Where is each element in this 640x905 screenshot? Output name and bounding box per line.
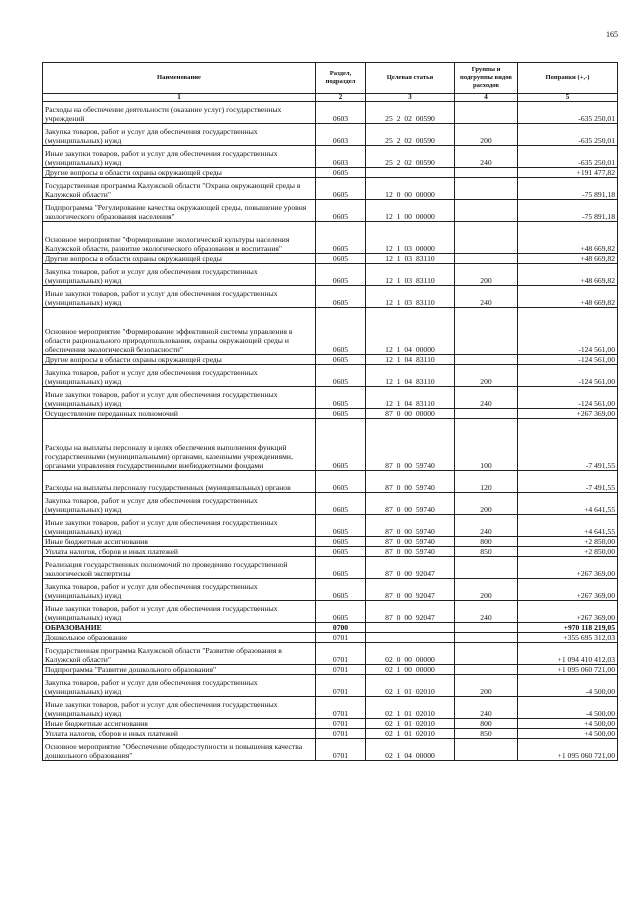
row-group <box>455 665 518 675</box>
row-target: 12 1 04 83110 <box>366 387 455 409</box>
row-amount: -7 491,55 <box>518 419 618 471</box>
row-group: 850 <box>455 729 518 739</box>
row-name: Закупка товаров, работ и услуг для обеспечения государственных (муниципальных) нужд <box>43 493 316 515</box>
row-amount: -124 561,00 <box>518 308 618 355</box>
row-section: 0701 <box>316 633 366 643</box>
row-name: Государственная программа Калужской области "Охрана окружающей среды в Калужской области" <box>43 178 316 200</box>
row-name: Иные бюджетные ассигнования <box>43 719 316 729</box>
row-name: Осуществление переданных полномочий <box>43 409 316 419</box>
row-group <box>455 355 518 365</box>
table-row <box>43 200 618 222</box>
row-group <box>455 254 518 264</box>
row-amount: +4 500,00 <box>518 719 618 729</box>
row-section: 0605 <box>316 355 366 365</box>
row-amount: -124 561,00 <box>518 355 618 365</box>
table-row <box>43 222 618 254</box>
row-group: 200 <box>455 365 518 387</box>
row-target: 87 0 00 59740 <box>366 419 455 471</box>
page-number: 165 <box>606 30 618 39</box>
row-amount: +4 641,55 <box>518 493 618 515</box>
row-amount: +267 369,00 <box>518 409 618 419</box>
col-number: 5 <box>518 94 618 102</box>
row-target: 87 0 00 59740 <box>366 537 455 547</box>
row-section: 0605 <box>316 493 366 515</box>
row-target: 87 0 00 59740 <box>366 515 455 537</box>
row-target: 12 0 00 00000 <box>366 178 455 200</box>
row-name: Другие вопросы в области охраны окружающей среды <box>43 254 316 264</box>
row-name: Реализация государственных полномочий по проведению государственной экологической экспертизы <box>43 557 316 579</box>
row-section: 0605 <box>316 168 366 178</box>
row-section: 0605 <box>316 547 366 557</box>
header-groups: Группы и подгруппы видов расходов <box>455 63 518 94</box>
table-body <box>43 102 618 761</box>
row-name: Основное мероприятие "Формирование экологической культуры населения Калужской области, развитие экологического образования и воспитания" <box>43 222 316 254</box>
table-row <box>43 719 618 729</box>
col-number: 3 <box>366 94 455 102</box>
table-row <box>43 308 618 355</box>
table-row <box>43 168 618 178</box>
table-row <box>43 471 618 493</box>
header-target: Целевая статья <box>366 63 455 94</box>
row-name: Уплата налогов, сборов и иных платежей <box>43 729 316 739</box>
row-name: Иные закупки товаров, работ и услуг для обеспечения государственных (муниципальных) нужд <box>43 387 316 409</box>
row-target: 02 1 04 00000 <box>366 739 455 761</box>
row-target: 12 1 03 00000 <box>366 222 455 254</box>
row-name: Уплата налогов, сборов и иных платежей <box>43 547 316 557</box>
row-amount: +267 369,00 <box>518 601 618 623</box>
table-row <box>43 146 618 168</box>
row-group <box>455 557 518 579</box>
row-section: 0701 <box>316 719 366 729</box>
row-group: 240 <box>455 515 518 537</box>
row-amount: +1 094 410 412,03 <box>518 643 618 665</box>
table-row <box>43 623 618 633</box>
row-target: 25 2 02 00590 <box>366 102 455 124</box>
row-group <box>455 200 518 222</box>
row-group <box>455 168 518 178</box>
row-section: 0605 <box>316 387 366 409</box>
row-target: 87 0 00 00000 <box>366 409 455 419</box>
row-name: Иные закупки товаров, работ и услуг для обеспечения государственных (муниципальных) нужд <box>43 697 316 719</box>
budget-amendments-table <box>42 62 618 761</box>
row-section: 0605 <box>316 537 366 547</box>
row-target <box>366 168 455 178</box>
row-group: 800 <box>455 537 518 547</box>
row-section: 0605 <box>316 601 366 623</box>
row-name: Подпрограмма "Регулирование качества окружающей среды, повышение уровня экологического образования населения" <box>43 200 316 222</box>
row-group: 200 <box>455 264 518 286</box>
row-section: 0700 <box>316 623 366 633</box>
row-target: 02 1 01 02010 <box>366 719 455 729</box>
row-amount: -75 891,18 <box>518 200 618 222</box>
row-amount: +267 369,00 <box>518 557 618 579</box>
row-section: 0605 <box>316 308 366 355</box>
row-name: Государственная программа Калужской области "Развитие образования в Калужской области" <box>43 643 316 665</box>
row-name: Иные закупки товаров, работ и услуг для обеспечения государственных (муниципальных) нужд <box>43 286 316 308</box>
row-group <box>455 633 518 643</box>
row-section: 0701 <box>316 739 366 761</box>
row-amount: -7 491,55 <box>518 471 618 493</box>
row-target: 12 1 03 83110 <box>366 286 455 308</box>
row-name: Закупка товаров, работ и услуг для обеспечения государственных (муниципальных) нужд <box>43 579 316 601</box>
row-amount: +355 695 312,03 <box>518 633 618 643</box>
row-amount: +48 669,82 <box>518 222 618 254</box>
row-section: 0701 <box>316 643 366 665</box>
row-group: 200 <box>455 675 518 697</box>
row-group <box>455 222 518 254</box>
header-section: Раздел, подраздел <box>316 63 366 94</box>
row-group: 240 <box>455 146 518 168</box>
row-target: 02 1 00 00000 <box>366 665 455 675</box>
table-row <box>43 601 618 623</box>
row-amount: -4 500,00 <box>518 675 618 697</box>
table-row <box>43 729 618 739</box>
table-row <box>43 665 618 675</box>
row-group <box>455 643 518 665</box>
row-group <box>455 178 518 200</box>
row-amount: +2 850,00 <box>518 537 618 547</box>
row-target: 12 1 03 83110 <box>366 264 455 286</box>
row-name: Иные закупки товаров, работ и услуг для обеспечения государственных (муниципальных) нужд <box>43 146 316 168</box>
header-name: Наименование <box>43 63 316 94</box>
row-amount: -635 250,01 <box>518 124 618 146</box>
table-row <box>43 579 618 601</box>
row-target: 02 0 00 00000 <box>366 643 455 665</box>
row-target: 12 1 00 00000 <box>366 200 455 222</box>
col-number: 4 <box>455 94 518 102</box>
row-name: Расходы на обеспечение деятельности (оказание услуг) государственных учреждений <box>43 102 316 124</box>
row-name: Основное мероприятие "Обеспечение общедоступности и повышения качества дошкольного образования" <box>43 739 316 761</box>
row-group: 240 <box>455 387 518 409</box>
row-group: 200 <box>455 124 518 146</box>
row-name: Подпрограмма "Развитие дошкольного образования" <box>43 665 316 675</box>
table-row <box>43 355 618 365</box>
row-section: 0701 <box>316 665 366 675</box>
row-amount: +2 850,00 <box>518 547 618 557</box>
row-section: 0605 <box>316 264 366 286</box>
table-row <box>43 419 618 471</box>
row-name: Закупка товаров, работ и услуг для обеспечения государственных (муниципальных) нужд <box>43 264 316 286</box>
row-target: 87 0 00 92047 <box>366 601 455 623</box>
row-amount: -124 561,00 <box>518 365 618 387</box>
row-group <box>455 102 518 124</box>
row-amount: +48 669,82 <box>518 286 618 308</box>
row-section: 0605 <box>316 222 366 254</box>
row-amount: +970 118 219,05 <box>518 623 618 633</box>
table-row <box>43 365 618 387</box>
row-group: 200 <box>455 493 518 515</box>
row-target: 25 2 02 00590 <box>366 124 455 146</box>
row-name: ОБРАЗОВАНИЕ <box>43 623 316 633</box>
row-name: Дошкольное образование <box>43 633 316 643</box>
row-amount: +191 477,82 <box>518 168 618 178</box>
row-target: 12 1 04 83110 <box>366 365 455 387</box>
header-amount: Поправки (+,-) <box>518 63 618 94</box>
table-row <box>43 547 618 557</box>
table-row <box>43 515 618 537</box>
table-row <box>43 102 618 124</box>
row-target: 87 0 00 92047 <box>366 579 455 601</box>
row-name: Основное мероприятие "Формирование эффективной системы управления в области рационального природопользования, охраны окружающей среды и обеспечения экологической безопасности" <box>43 308 316 355</box>
row-group <box>455 409 518 419</box>
row-section: 0605 <box>316 515 366 537</box>
col-number: 1 <box>43 94 316 102</box>
row-section: 0603 <box>316 124 366 146</box>
row-group: 240 <box>455 601 518 623</box>
table-row <box>43 537 618 547</box>
row-amount: -635 250,01 <box>518 102 618 124</box>
row-target: 87 0 00 59740 <box>366 471 455 493</box>
row-group: 800 <box>455 719 518 729</box>
row-target: 12 1 04 83110 <box>366 355 455 365</box>
table-row <box>43 264 618 286</box>
row-group <box>455 739 518 761</box>
row-group: 240 <box>455 286 518 308</box>
table-row <box>43 254 618 264</box>
table-row <box>43 697 618 719</box>
row-target: 87 0 00 59740 <box>366 547 455 557</box>
row-name: Закупка товаров, работ и услуг для обеспечения государственных (муниципальных) нужд <box>43 675 316 697</box>
row-section: 0603 <box>316 146 366 168</box>
table-row <box>43 675 618 697</box>
row-group: 240 <box>455 697 518 719</box>
row-target <box>366 623 455 633</box>
row-group: 100 <box>455 419 518 471</box>
row-amount: +48 669,82 <box>518 264 618 286</box>
col-number: 2 <box>316 94 366 102</box>
table-row <box>43 286 618 308</box>
row-name: Иные бюджетные ассигнования <box>43 537 316 547</box>
table-row <box>43 409 618 419</box>
row-group <box>455 308 518 355</box>
row-target: 02 1 01 02010 <box>366 697 455 719</box>
row-group: 200 <box>455 579 518 601</box>
table-row <box>43 387 618 409</box>
table-header-row <box>43 63 618 94</box>
row-amount: +4 641,55 <box>518 515 618 537</box>
row-name: Закупка товаров, работ и услуг для обеспечения государственных (муниципальных) нужд <box>43 365 316 387</box>
row-group: 120 <box>455 471 518 493</box>
row-amount: +4 500,00 <box>518 729 618 739</box>
table-row <box>43 643 618 665</box>
row-section: 0701 <box>316 729 366 739</box>
row-amount: -635 250,01 <box>518 146 618 168</box>
row-amount: +1 095 060 721,00 <box>518 665 618 675</box>
table-row <box>43 633 618 643</box>
row-section: 0605 <box>316 409 366 419</box>
row-target: 12 1 04 00000 <box>366 308 455 355</box>
row-group: 850 <box>455 547 518 557</box>
row-target <box>366 633 455 643</box>
row-section: 0605 <box>316 286 366 308</box>
row-section: 0605 <box>316 200 366 222</box>
row-target: 87 0 00 59740 <box>366 493 455 515</box>
row-name: Иные закупки товаров, работ и услуг для обеспечения государственных (муниципальных) нужд <box>43 515 316 537</box>
table-row <box>43 739 618 761</box>
row-section: 0603 <box>316 102 366 124</box>
row-section: 0605 <box>316 419 366 471</box>
row-section: 0605 <box>316 579 366 601</box>
row-section: 0605 <box>316 365 366 387</box>
row-amount: +48 669,82 <box>518 254 618 264</box>
row-target: 12 1 03 83110 <box>366 254 455 264</box>
row-amount: -75 891,18 <box>518 178 618 200</box>
row-group <box>455 623 518 633</box>
table-row <box>43 124 618 146</box>
row-name: Расходы на выплаты персоналу в целях обеспечения выполнения функций государственными (муниципальными) органами, казенными учреждениями, органами управления государственными внебюджетными фондами <box>43 419 316 471</box>
table-row <box>43 493 618 515</box>
row-section: 0605 <box>316 254 366 264</box>
column-number-row <box>43 94 618 102</box>
row-section: 0701 <box>316 697 366 719</box>
row-name: Другие вопросы в области охраны окружающей среды <box>43 168 316 178</box>
row-section: 0605 <box>316 178 366 200</box>
row-target: 25 2 02 00590 <box>366 146 455 168</box>
row-target: 87 0 00 92047 <box>366 557 455 579</box>
table-row <box>43 557 618 579</box>
row-target: 02 1 01 02010 <box>366 675 455 697</box>
row-section: 0701 <box>316 675 366 697</box>
row-name: Другие вопросы в области охраны окружающей среды <box>43 355 316 365</box>
row-name: Закупка товаров, работ и услуг для обеспечения государственных (муниципальных) нужд <box>43 124 316 146</box>
table-row <box>43 178 618 200</box>
row-amount: -124 561,00 <box>518 387 618 409</box>
row-name: Иные закупки товаров, работ и услуг для обеспечения государственных (муниципальных) нужд <box>43 601 316 623</box>
row-section: 0605 <box>316 557 366 579</box>
row-section: 0605 <box>316 471 366 493</box>
row-amount: +1 095 060 721,00 <box>518 739 618 761</box>
row-target: 02 1 01 02010 <box>366 729 455 739</box>
row-amount: +267 369,00 <box>518 579 618 601</box>
row-amount: -4 500,00 <box>518 697 618 719</box>
row-name: Расходы на выплаты персоналу государственных (муниципальных) органов <box>43 471 316 493</box>
